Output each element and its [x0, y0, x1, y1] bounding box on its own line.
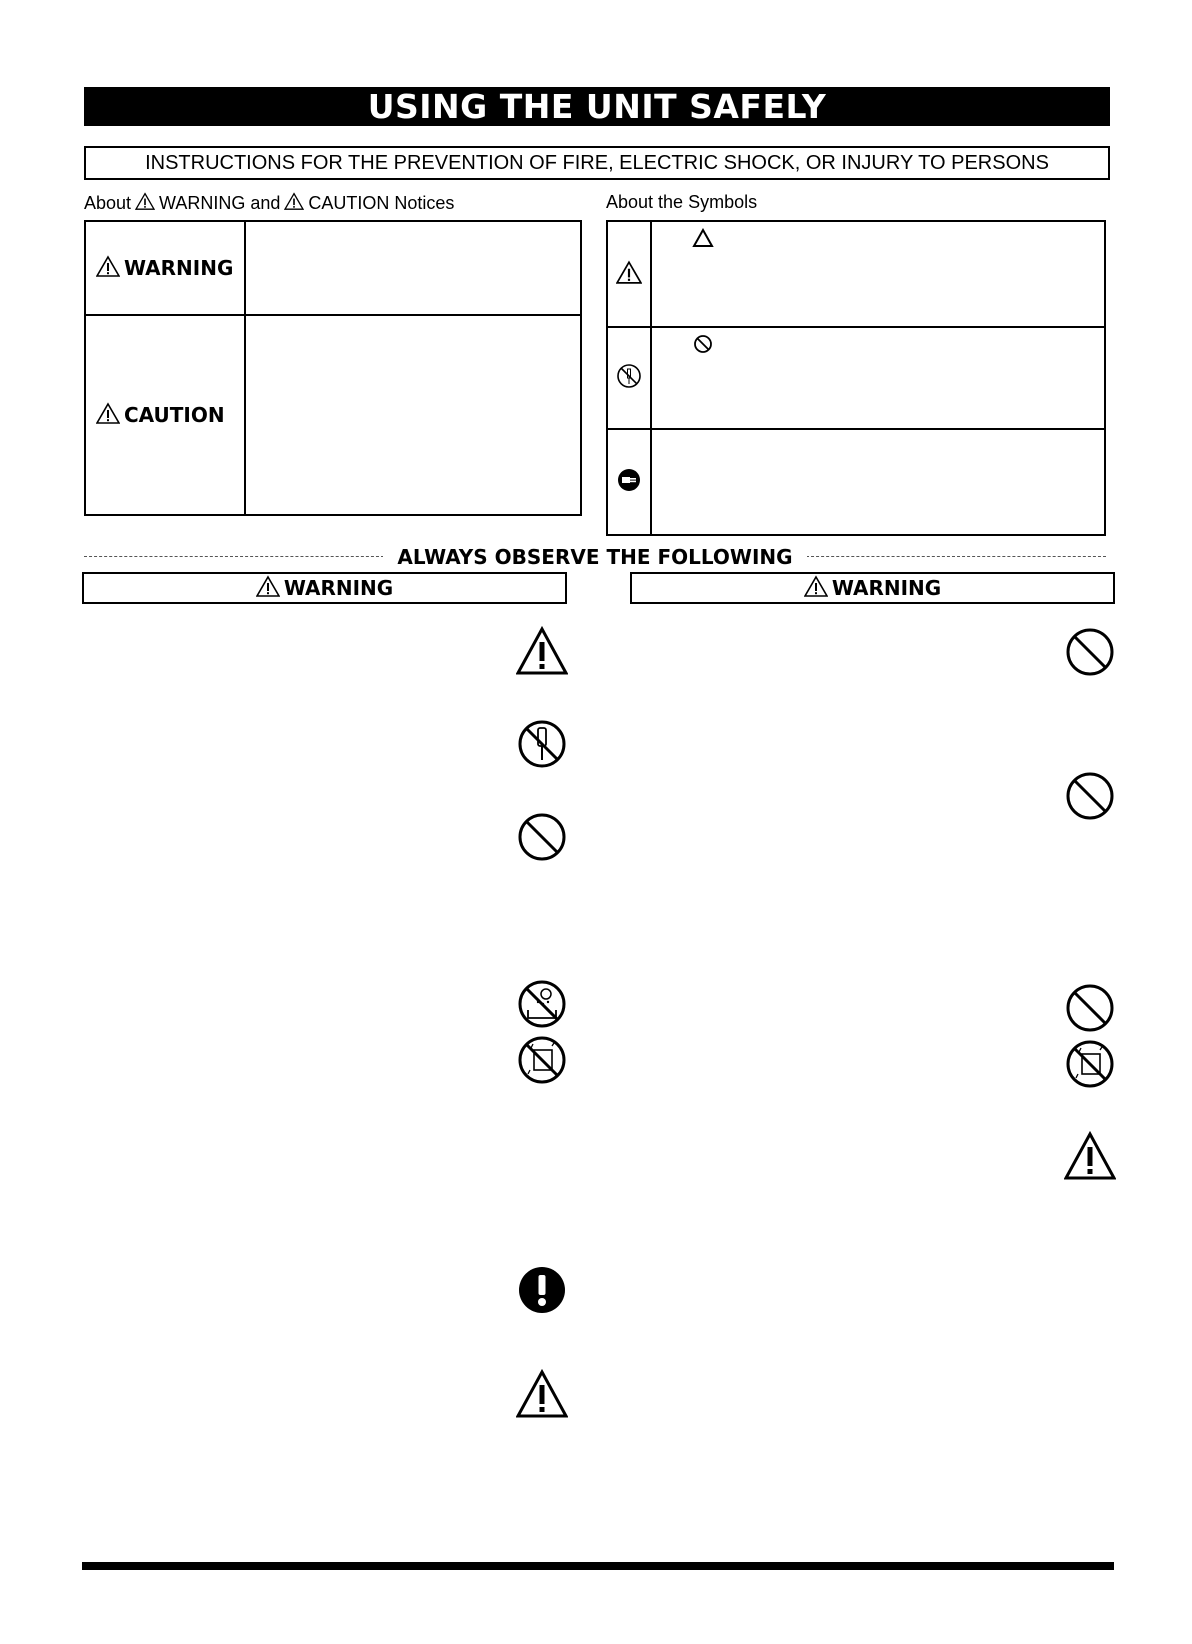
caution-triangle-icon — [1064, 1130, 1116, 1182]
symbols-table — [606, 220, 1106, 536]
no-water-bath-icon — [516, 978, 568, 1030]
notice-label-warning — [86, 222, 246, 314]
caution-triangle-icon — [616, 259, 642, 290]
notice-row-warning — [86, 222, 580, 316]
right-warning-header-text: WARNING — [831, 576, 942, 600]
caution-triangle-icon — [135, 192, 155, 215]
do-not-disassemble-icon — [616, 363, 642, 394]
caution-triangle-icon — [96, 402, 120, 429]
page-title: USING THE UNIT SAFELY — [84, 87, 1110, 126]
prohibition-circle-icon — [1064, 770, 1116, 822]
notice-label-caution — [86, 316, 246, 514]
notices-caption-warning: WARNING and — [159, 193, 281, 213]
mandatory-action-icon — [516, 1264, 568, 1316]
prohibition-circle-icon — [1064, 626, 1116, 678]
page-subtitle: INSTRUCTIONS FOR THE PREVENTION OF FIRE, ELECTRIC SHOCK, OR INJURY TO PERSONS — [84, 146, 1110, 180]
notice-row-caution — [86, 316, 580, 514]
notices-caption — [84, 192, 454, 215]
symbols-caption-text: About the Symbols — [606, 192, 758, 212]
left-warning-header — [82, 572, 567, 604]
always-observe-divider — [84, 545, 1106, 567]
prohibition-circle-icon — [1064, 982, 1116, 1034]
symbol-row-unplug — [608, 430, 1104, 534]
symbol-row-prohibit — [608, 328, 1104, 430]
right-warning-header — [630, 572, 1115, 604]
always-observe-heading: ALWAYS OBSERVE THE FOLLOWING — [383, 545, 806, 569]
symbol-row-caution — [608, 222, 1104, 328]
caution-triangle-icon — [284, 192, 304, 215]
do-not-disassemble-icon — [516, 718, 568, 770]
triangle-outline-icon — [692, 228, 714, 253]
notice-label-warning-text: WARNING — [124, 256, 234, 280]
caution-triangle-icon — [516, 625, 568, 677]
caution-triangle-icon — [804, 575, 828, 602]
caution-triangle-icon — [256, 575, 280, 602]
no-liquids-icon — [1064, 1038, 1116, 1090]
footer-rule — [82, 1562, 1114, 1570]
notices-table — [84, 220, 582, 516]
notices-caption-prefix: About — [84, 193, 132, 213]
prohibition-circle-icon — [692, 334, 714, 359]
left-warning-header-text: WARNING — [283, 576, 394, 600]
no-liquids-icon — [516, 1034, 568, 1086]
caution-triangle-icon — [516, 1368, 568, 1420]
prohibition-circle-icon — [516, 811, 568, 863]
unplug-icon — [616, 467, 642, 498]
notice-label-caution-text: CAUTION — [124, 403, 225, 427]
notices-caption-caution: CAUTION Notices — [308, 193, 455, 213]
symbols-caption — [606, 192, 757, 213]
caution-triangle-icon — [96, 255, 120, 282]
